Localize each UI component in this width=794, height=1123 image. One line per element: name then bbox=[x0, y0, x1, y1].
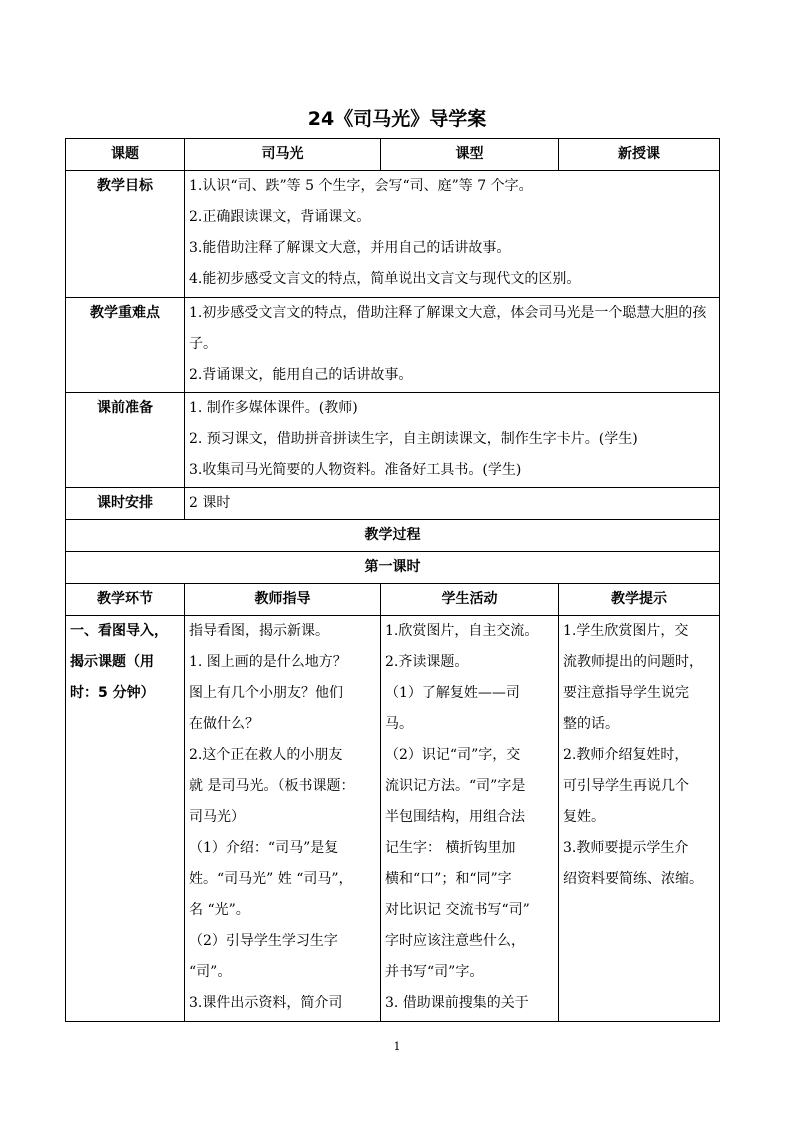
goals-label: 教学目标 bbox=[66, 171, 185, 298]
student-line: 半包围结构，用组合法 bbox=[385, 809, 525, 825]
lesson-type-value: 新授课 bbox=[559, 139, 720, 171]
key-points-row bbox=[66, 298, 720, 393]
teacher-line: 就 是司马光。（板书课题： bbox=[189, 778, 355, 794]
goals-content bbox=[185, 171, 720, 298]
teacher-line: 名 “光”。 bbox=[189, 902, 250, 918]
teacher-line: 司马光） bbox=[189, 809, 245, 825]
preparation-item: 3.收集司马光简要的人物资料。准备好工具书。(学生) bbox=[189, 462, 522, 478]
lesson-heading: 第一课时 bbox=[66, 552, 720, 584]
teacher-line: 指导看图，揭示新课。 bbox=[189, 623, 329, 639]
tip-line: 整的话。 bbox=[563, 716, 619, 732]
student-line: 2.齐读课题。 bbox=[385, 654, 469, 670]
topic-label: 课题 bbox=[66, 139, 185, 171]
preparation-row bbox=[66, 393, 720, 488]
teacher-line: （2）引导学生学习生字 bbox=[189, 933, 338, 949]
preparation-content bbox=[185, 393, 720, 488]
tip-line: 绍资料要简练、浓缩。 bbox=[563, 871, 703, 887]
key-points-content bbox=[185, 298, 720, 393]
student-line: 横和“口”；和“同”字 bbox=[385, 871, 512, 887]
column-header-tips: 教学提示 bbox=[559, 584, 720, 616]
column-header-student: 学生活动 bbox=[381, 584, 559, 616]
tip-line: 流教师提出的问题时， bbox=[563, 654, 703, 670]
tip-line: 复姓。 bbox=[563, 809, 605, 825]
stage1-label: 一、看图导入，揭示课题（用时：5 分钟） bbox=[66, 616, 185, 1022]
teacher-line: 在做什么？ bbox=[189, 716, 259, 732]
tip-line: 2.教师介绍复姓时， bbox=[563, 747, 689, 763]
teacher-line: （1）介绍：“司马”是复 bbox=[189, 840, 339, 856]
process-columns-row bbox=[66, 584, 720, 616]
page-number: 1 bbox=[393, 1040, 401, 1053]
tip-line: 3.教师要提示学生介 bbox=[563, 840, 689, 856]
student-line: 3. 借助课前搜集的关于 bbox=[385, 995, 529, 1011]
column-header-teacher: 教师指导 bbox=[185, 584, 381, 616]
teacher-line: 图上有几个小朋友？他们 bbox=[189, 685, 343, 701]
stage1-teaching-tips bbox=[559, 616, 720, 1022]
tip-line: 可引导学生再说几个 bbox=[563, 778, 689, 794]
goal-item: 1.认识“司、跌”等 5 个生字，会写“司、庭”等 7 个字。 bbox=[189, 178, 533, 194]
goal-item: 4.能初步感受文言文的特点，简单说出文言文与现代文的区别。 bbox=[189, 271, 581, 287]
preparation-item: 1. 制作多媒体课件。(教师) bbox=[189, 400, 358, 416]
lesson-type-label: 课型 bbox=[381, 139, 559, 171]
schedule-value: 2 课时 bbox=[185, 488, 720, 520]
stage1-teacher-guidance bbox=[185, 616, 381, 1022]
topic-value: 司马光 bbox=[185, 139, 381, 171]
process-heading: 教学过程 bbox=[66, 520, 720, 552]
schedule-row bbox=[66, 488, 720, 520]
teacher-line: 3.课件出示资料，简介司 bbox=[189, 995, 343, 1011]
tip-line: 1.学生欣赏图片，交 bbox=[563, 623, 689, 639]
lesson-heading-row bbox=[66, 552, 720, 584]
student-line: 字时应该注意些什么， bbox=[385, 933, 525, 949]
goal-item: 3.能借助注释了解课文大意，并用自己的话讲故事。 bbox=[189, 240, 511, 256]
preparation-label: 课前准备 bbox=[66, 393, 185, 488]
student-line: 对比识记 交流书写“司” bbox=[385, 902, 530, 918]
tip-line: 要注意指导学生说完 bbox=[563, 685, 689, 701]
teacher-line: 姓。“司马光” 姓 “司马”， bbox=[189, 871, 353, 887]
document-title: 24《司马光》导学案 bbox=[307, 108, 487, 130]
teacher-line: 1. 图上画的是什么地方？ bbox=[189, 654, 347, 670]
student-line: 并书写“司”字。 bbox=[385, 964, 484, 980]
goals-row bbox=[66, 171, 720, 298]
process-heading-row bbox=[66, 520, 720, 552]
teacher-line: 2.这个正在救人的小朋友 bbox=[189, 747, 343, 763]
student-line: 流识记方法。“司”字是 bbox=[385, 778, 526, 794]
stage1-student-activity bbox=[381, 616, 559, 1022]
header-row bbox=[66, 139, 720, 171]
schedule-label: 课时安排 bbox=[66, 488, 185, 520]
student-line: 马。 bbox=[385, 716, 413, 732]
lesson-plan-table bbox=[65, 138, 720, 1022]
column-header-stage: 教学环节 bbox=[66, 584, 185, 616]
key-point-item: 1.初步感受文言文的特点，借助注释了解课文大意，体会司马光是一个聪慧大胆的孩子。 bbox=[189, 305, 707, 352]
student-line: （2）识记“司”字，交 bbox=[385, 747, 521, 763]
preparation-item: 2. 预习课文，借助拼音拼读生字，自主朗读课文，制作生字卡片。(学生) bbox=[189, 431, 638, 447]
key-point-item: 2.背诵课文，能用自己的话讲故事。 bbox=[189, 367, 413, 383]
student-line: 1.欣赏图片，自主交流。 bbox=[385, 623, 539, 639]
key-points-label: 教学重难点 bbox=[66, 298, 185, 393]
student-line: 记生字： 横折钩里加 bbox=[385, 840, 516, 856]
goal-item: 2.正确跟读课文，背诵课文。 bbox=[189, 209, 371, 225]
stage1-row bbox=[66, 616, 720, 1022]
student-line: （1）了解复姓——司 bbox=[385, 685, 520, 701]
teacher-line: “司”。 bbox=[189, 964, 232, 980]
